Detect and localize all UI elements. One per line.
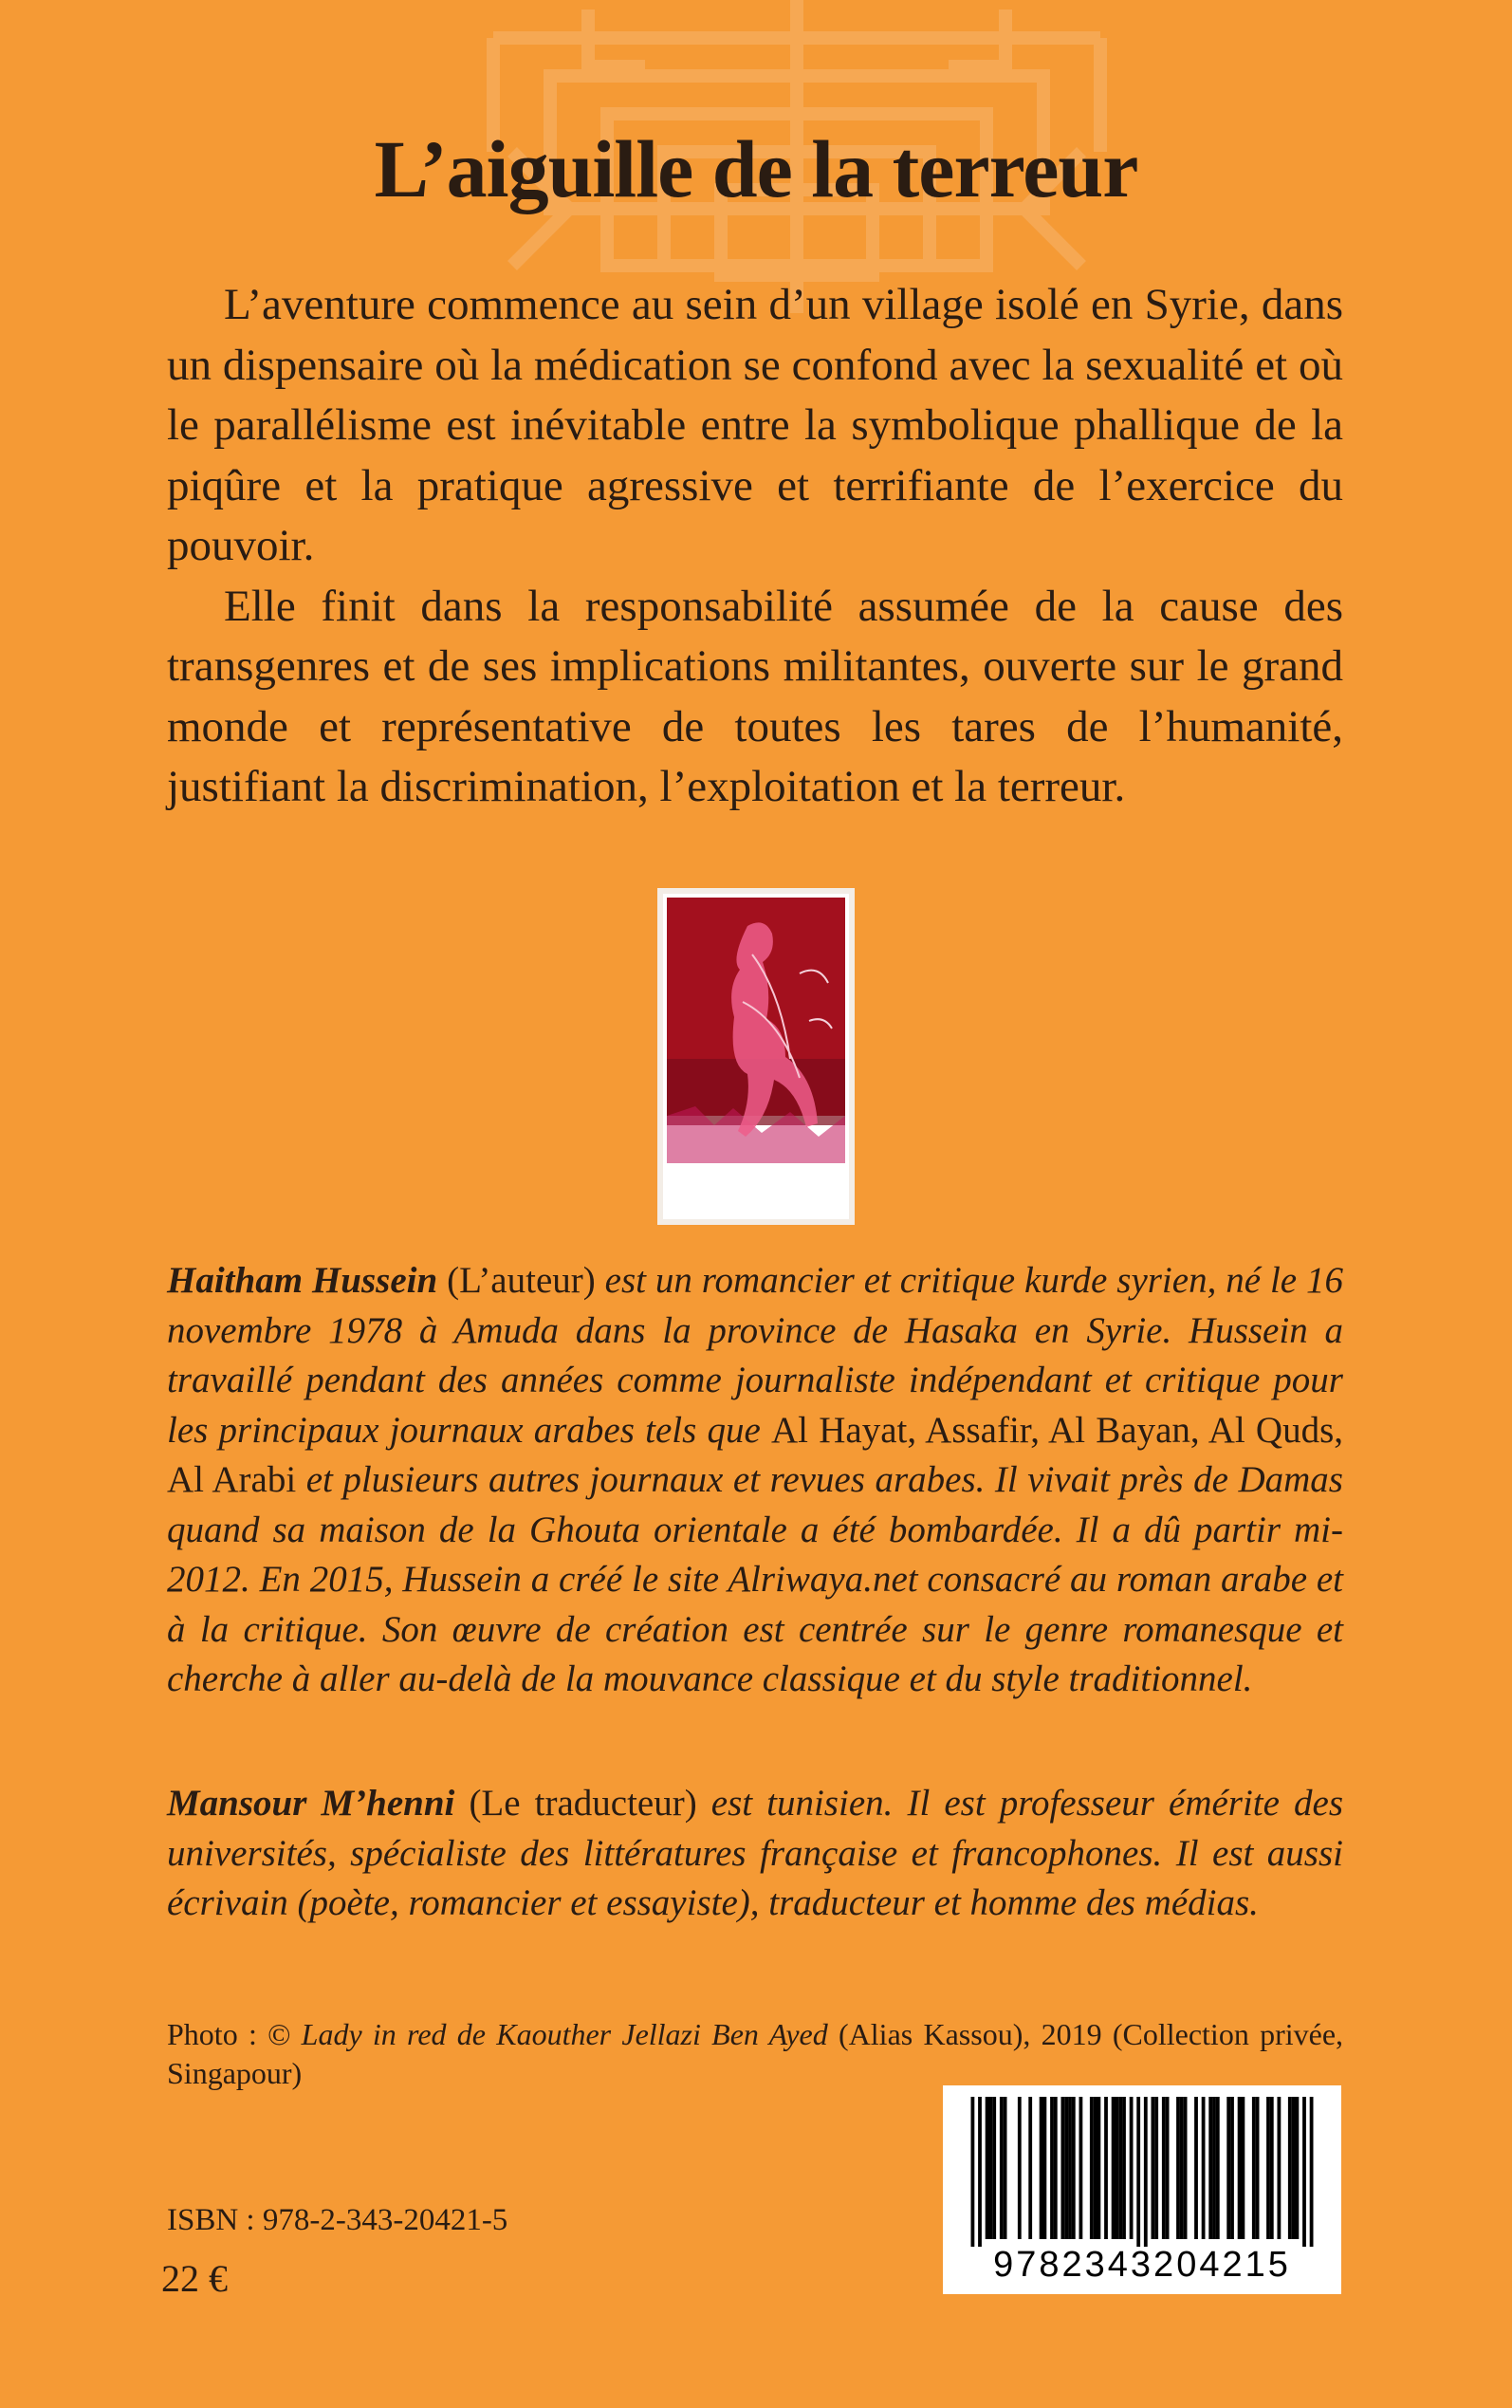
translator-name: Mansour M’henni [167, 1783, 455, 1824]
barcode-bar [1302, 2097, 1306, 2247]
author-bio-papers: Al Hayat, Assafir, Al Bayan, Al Quds, Al Arabi [167, 1409, 1343, 1500]
translator-bio-text [167, 1779, 1343, 1929]
photo-credit [167, 2015, 1343, 2093]
barcode-bar [1242, 2097, 1245, 2239]
cover-painting [657, 888, 855, 1225]
barcode [943, 2085, 1341, 2294]
barcode-bar [1097, 2097, 1101, 2239]
barcode-bar [1270, 2097, 1274, 2239]
author-bio-text-b: et plusieurs autres journaux et revues arabes. Il vivait près de Damas quand sa maison de la Ghouta orientale a été bombardée. Il a dû partir mi-2012. En 2015, Hussein a créé le site Alriwaya.net consacré au roman arabe et à la critique. Son œuvre de création est centrée sur le genre romanesque et cherche à aller au-delà de la mouvance classique et du style traditionnel. [167, 1459, 1343, 1699]
photo-credit-suffix: (Alias Kassou), 2019 (Collection privée, Singapour) [167, 2017, 1344, 2090]
barcode-bar [1000, 2097, 1004, 2239]
barcode-bar [1310, 2097, 1314, 2247]
barcode-bar [1130, 2097, 1134, 2239]
barcode-digits: 9782343204215 [993, 2245, 1291, 2285]
barcode-bar [1162, 2097, 1166, 2239]
barcode-bar [1278, 2097, 1282, 2239]
photo-credit-prefix: Photo : © [167, 2017, 302, 2051]
barcode-bar [1226, 2097, 1230, 2239]
barcode-bar [1068, 2097, 1072, 2239]
barcode-bar [1118, 2097, 1122, 2239]
barcode-bar [1112, 2097, 1116, 2239]
translator-bio [167, 1779, 1343, 1929]
barcode-bar [1028, 2097, 1032, 2239]
price: 22 € [161, 2257, 228, 2300]
barcode-bar [1296, 2097, 1300, 2239]
translator-role: (Le traducteur) [469, 1783, 697, 1824]
barcode-bar [992, 2097, 996, 2239]
barcode-bar [1116, 2097, 1119, 2239]
author-name: Haitham Hussein [167, 1260, 438, 1301]
barcode-bar [1202, 2097, 1206, 2239]
barcode-bar [1288, 2097, 1292, 2239]
isbn: ISBN : 978-2-343-20421-5 [167, 2203, 508, 2237]
author-role: (L’auteur) [447, 1260, 596, 1301]
barcode-bar [1252, 2097, 1256, 2239]
barcode-bar [1050, 2097, 1054, 2239]
barcode-bar [1180, 2097, 1184, 2239]
barcode-bar [1238, 2097, 1242, 2239]
barcode-bar [1136, 2097, 1140, 2247]
barcode-bar [971, 2097, 975, 2247]
barcode-bar [1094, 2097, 1097, 2239]
barcode-bar [1054, 2097, 1058, 2239]
barcode-bar [1208, 2097, 1212, 2239]
barcode-bar [1072, 2097, 1076, 2239]
barcode-bar [1043, 2097, 1047, 2239]
barcode-bar [1004, 2097, 1007, 2239]
barcode-bar [1104, 2097, 1108, 2239]
barcode-bar [1292, 2097, 1296, 2239]
blurb-paragraph-2: Elle finit dans la responsabilité assumée de la cause des transgenres et de ses implications militantes, ouverte sur le grand monde et représentative de toutes les tares de l’humanité, justifiant la discrimination, l’exploitation et la terreur. [167, 581, 1343, 811]
barcode-bar [1212, 2097, 1216, 2239]
barcode-bar [1166, 2097, 1170, 2239]
barcode-bar [1154, 2097, 1158, 2239]
barcode-bar [1266, 2097, 1270, 2239]
barcode-bar [1230, 2097, 1234, 2239]
barcode-bar [1144, 2097, 1148, 2247]
barcode-bar [1194, 2097, 1198, 2239]
photo-credit-work: Lady in red de Kaouther Jellazi Ben Ayed [301, 2017, 828, 2051]
barcode-bar [1079, 2097, 1083, 2239]
barcode-bar [989, 2097, 993, 2239]
barcode-bar [1184, 2097, 1188, 2239]
barcode-bar [1256, 2097, 1260, 2239]
translator-bio-body: est tunisien. Il est professeur émérite des universités, spécialiste des littératures française et francophones. Il est aussi écrivain (poète, romancier et essayiste), traducteur et homme des médias. [167, 1783, 1344, 1923]
author-bio-text-a: est un romancier et critique kurde syrien, né le 16 novembre 1978 à Amuda dans la province de Hasaka en Syrie. Hussein a travaillé pendant des années comme journaliste indépendant et critique pour les principaux journaux arabes tels que [167, 1260, 1344, 1451]
barcode-bar [1122, 2097, 1126, 2239]
barcode-bar [1216, 2097, 1220, 2239]
barcode-bar [1018, 2097, 1022, 2239]
barcode-bar [978, 2097, 982, 2247]
barcode-bar [1152, 2097, 1155, 2239]
blurb-paragraph-1: L’aventure commence au sein d’un village isolé en Syrie, dans un dispensaire où la médication se confond avec la sexualité et où le parallélisme est inévitable entre la symbolique phallique de la piqûre et la pratique agressive et terrifiante de l’exercice du pouvoir. [167, 280, 1343, 570]
book-title: L’aiguille de la terreur [374, 123, 1138, 214]
barcode-bar [1040, 2097, 1043, 2239]
author-bio-text [167, 1256, 1343, 1705]
barcode-bar [1090, 2097, 1094, 2239]
barcode-bar [1061, 2097, 1065, 2239]
barcode-bar [986, 2097, 989, 2239]
barcode-bar [1064, 2097, 1068, 2239]
barcode-bars [943, 2085, 1341, 2247]
blurb [167, 275, 1343, 818]
author-bio [167, 1256, 1343, 1705]
barcode-bar [1176, 2097, 1180, 2239]
